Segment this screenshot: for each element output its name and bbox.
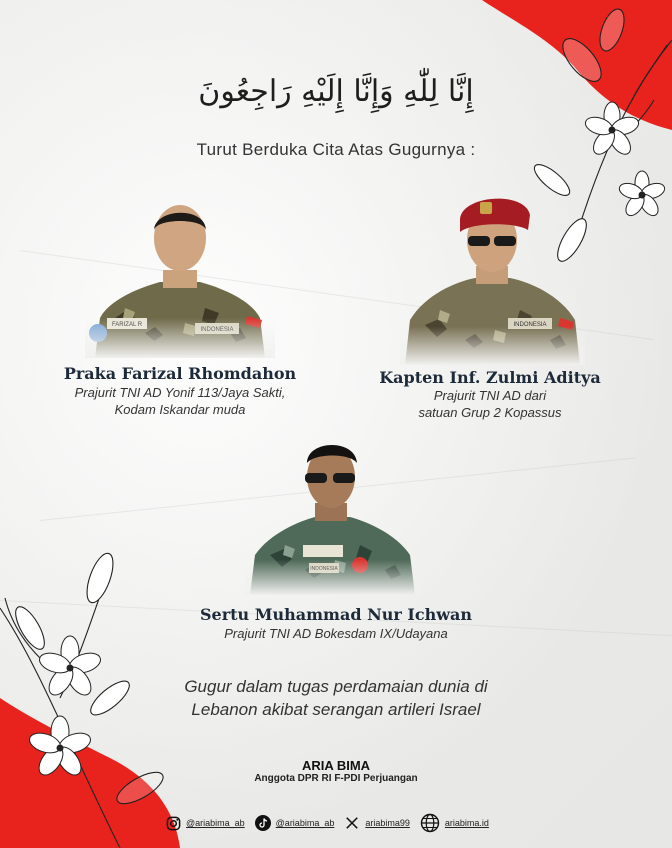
soldier-desc-2-line1: Prajurit TNI AD dari — [433, 388, 547, 403]
tagline-line2: Lebanon akibat serangan artileri Israel — [191, 700, 481, 719]
signature-name: ARIA BIMA — [301, 758, 371, 773]
globe-icon — [420, 813, 440, 833]
soldier-name-2: Kapten Inf. Zulmi Aditya — [379, 368, 601, 387]
social-links — [165, 812, 545, 834]
soldier-photo-2 — [400, 190, 585, 365]
soldier-desc-3-line1: Prajurit TNI AD Bokesdam IX/Udayana — [224, 626, 448, 641]
social-link-website[interactable] — [420, 813, 489, 833]
soldier-desc-1 — [40, 384, 320, 418]
soldier-photo-1 — [85, 198, 275, 358]
social-link-instagram[interactable] — [165, 815, 245, 831]
soldier-desc-1-line2: Kodam Iskandar muda — [114, 402, 246, 417]
social-handle: @ariabima_ab — [275, 818, 335, 828]
instagram-icon — [165, 815, 181, 831]
social-handle: @ariabima_ab — [186, 818, 245, 828]
social-handle: ariabima.id — [444, 818, 489, 828]
soldier-desc-2 — [350, 387, 630, 421]
x-icon — [344, 815, 360, 831]
social-link-tiktok[interactable] — [255, 815, 335, 831]
subtitle: Turut Berduka Cita Atas Gugurnya : — [196, 140, 476, 159]
soldier-name-1: Praka Farizal Rhomdahon — [63, 364, 297, 383]
arabic-condolence-calligraphy: إِنَّا لِلّٰهِ وَإِنَّا إِلَيْهِ رَاجِعُونَ — [198, 74, 474, 109]
tagline — [0, 675, 672, 721]
social-link-x[interactable] — [344, 815, 410, 831]
soldier-desc-3 — [196, 625, 476, 642]
soldier-photo-3 — [245, 435, 420, 595]
signature-title: Anggota DPR RI F-PDI Perjuangan — [254, 773, 418, 784]
tagline-line1: Gugur dalam tugas perdamaian dunia di — [184, 677, 488, 696]
soldier-desc-2-line2: satuan Grup 2 Kopassus — [418, 405, 562, 420]
soldier-desc-1-line1: Prajurit TNI AD Yonif 113/Jaya Sakti, — [74, 385, 286, 400]
soldier-name-3: Sertu Muhammad Nur Ichwan — [200, 605, 472, 624]
social-handle: ariabima99 — [365, 818, 410, 828]
tiktok-icon — [255, 815, 271, 831]
